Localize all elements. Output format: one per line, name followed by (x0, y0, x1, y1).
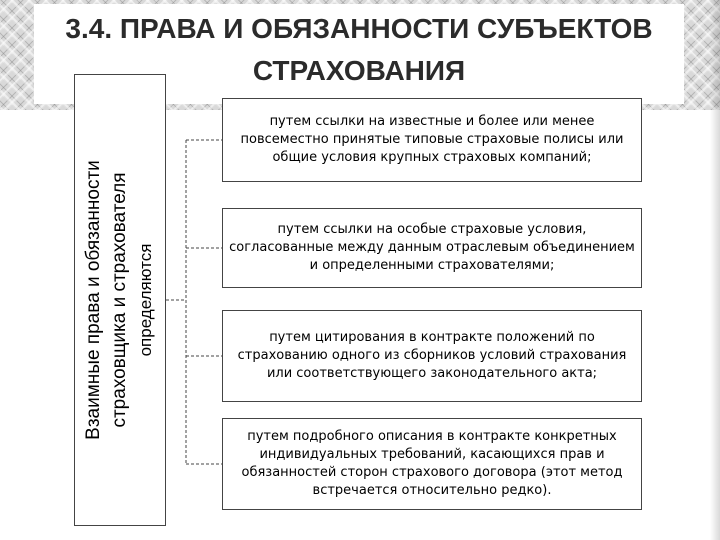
slide-title: 3.4. ПРАВА И ОБЯЗАННОСТИ СУБЪЕКТОВ СТРАХОВАНИЯ (65, 13, 653, 86)
left-label-line-1: Взаимные права и обязанности (83, 160, 104, 440)
left-label-line-3: определяются (136, 243, 155, 357)
method-box-2: путем ссылки на особые страховые условия, согласованные между данным отраслевым объединением и определенными страхователями; (222, 208, 642, 288)
method-box-3: путем цитирования в контракте положений по страхованию одного из сборников условий страхования или соответствующего законодательного акта; (222, 310, 642, 402)
method-box-1: путем ссылки на известные и более или менее повсеместно принятые типовые страховые полисы или общие условия крупных страховых компаний; (222, 98, 642, 182)
left-label-line-2: страховщика и страхователя (109, 172, 130, 428)
method-box-4: путем подробного описания в контракте конкретных индивидуальных требований, касающихся прав и обязанностей сторон страхового договора (этот метод встречается относительно редко). (222, 418, 642, 510)
